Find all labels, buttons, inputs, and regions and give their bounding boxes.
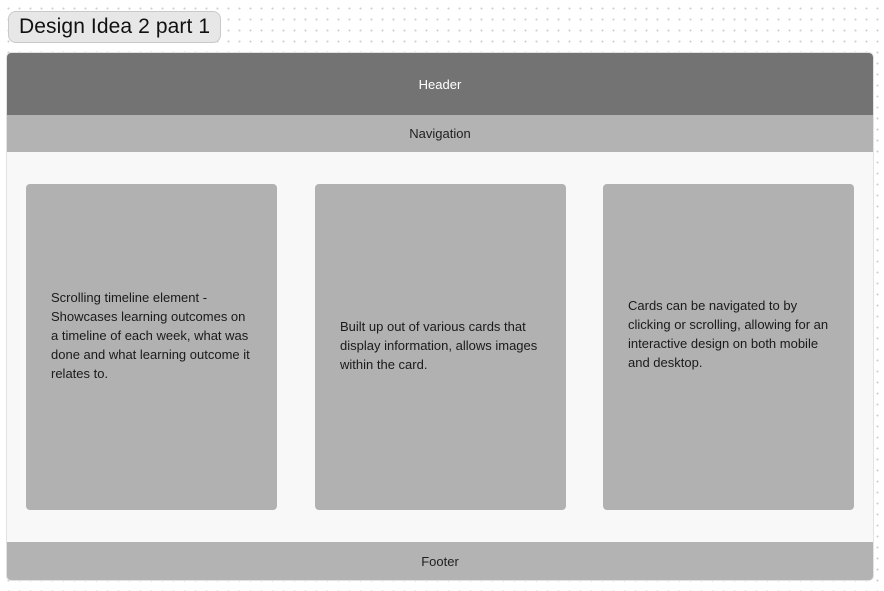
card-text: Built up out of various cards that display information, allows images within the card. [340,318,538,372]
header-label: Header [418,76,462,92]
footer-block[interactable] [7,542,873,580]
card-text: Cards can be navigated to by clicking or scrolling, allowing for an interactive design on both mobile and desktop. [628,298,829,370]
card-info[interactable] [315,184,566,510]
navigation-block[interactable] [7,115,873,152]
header-block[interactable] [7,53,873,115]
frame-title-tag[interactable]: Design Idea 2 part 1 [8,11,221,43]
footer-label: Footer [421,553,459,569]
card-navigation[interactable] [603,184,854,510]
navigation-label: Navigation [409,126,471,141]
card-timeline[interactable] [26,184,277,510]
card-text: Scrolling timeline element - Showcases learning outcomes on a timeline of each week, what was done and what learning outcome it relates to. [51,289,250,381]
wireframe-frame[interactable] [7,53,873,580]
